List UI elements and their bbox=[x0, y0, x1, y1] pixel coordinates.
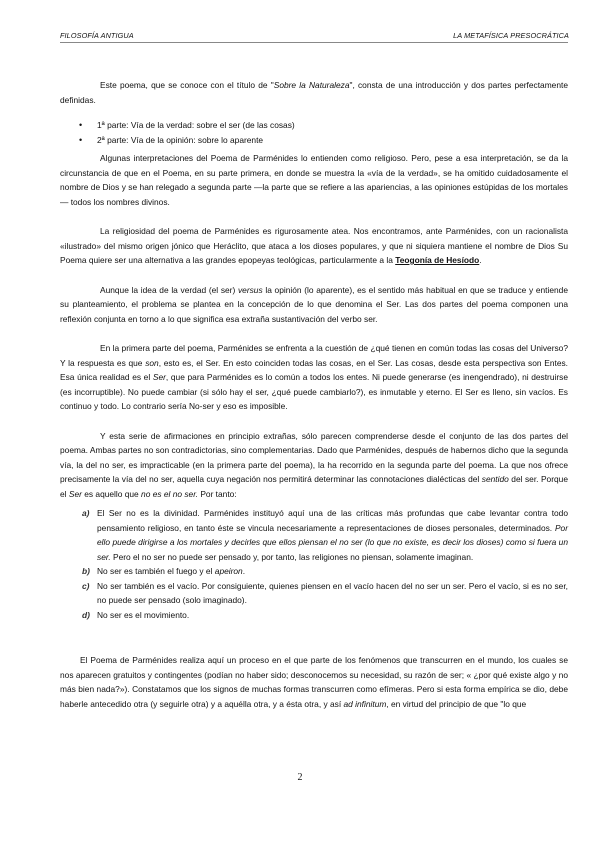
paragraph-primera-parte: En la primera parte del poema, Parménides se enfrenta a la cuestión de ¿qué tienen en común todas las cosas del Universo? Y la respuesta es que son, esto es, el Ser. En esto coinciden todas las cosas, en el Ser. Las cosas, desde esta perspectiva son Entes. Esa única realidad es el Ser, que para Parménides es lo común a todos los entes. Ni puede generarse (es inengendrado), ni destruirse (es incorruptible). No puede cambiar (si sólo hay el ser, ¿qué puede cambiarlo?), es inmutable y eterno. El Ser es lleno, sin vacíos. Es continuo y todo. Lo contrario sería No-ser y eso es imposible. bbox=[60, 343, 569, 411]
running-header-right: LA METAFÍSICA PRESOCRÁTICA bbox=[453, 31, 569, 40]
list-item: • 1ª parte: Vía de la verdad: sobre el ser (de las cosas) bbox=[60, 118, 568, 133]
no-ser-list bbox=[60, 506, 568, 622]
list-label: c) bbox=[82, 580, 90, 591]
page-number: 2 bbox=[297, 772, 303, 783]
paragraph-interpretaciones: Algunas interpretaciones del Poema de Parménides lo entienden como religioso. Pero, pese a esa interpretación, se da la circunstancia de que en el Poema, en su parte primera, en donde se muestra la «vía de la verdad», se ha omitido cuidadosamente el nombre de Dios y se han relegado a segunda parte —la parte que se refiere a las apariencias, a las opiniones estúpidas de los mortales— todos los nombres divinos. bbox=[60, 153, 568, 207]
header-rule bbox=[60, 42, 568, 43]
list-label: a) bbox=[82, 508, 90, 518]
list-item: d) No ser es el movimiento. bbox=[60, 608, 568, 623]
list-label: b) bbox=[82, 566, 90, 576]
paragraph-proceso: El Poema de Parménides realiza aquí un proceso en el que parte de los fenómenos que transcurren en el mundo, los cuales se nos aparecen gratuitos y contingentes (podían no haber sido; desconocemos su necesidad, su razón de ser; « ¿por qué existe algo y no más bien nada?»). Constatamos que los signos de muchas formas transcurren como efímeras. Pero si esta forma empírica se dio, debe haberle antecedido otra (y seguirle otra) y a aquélla otra, y a ésta otra, y así ad infinitum, en virtud del principio de que "lo que bbox=[60, 655, 568, 709]
list-item: a) El Ser no es la divinidad. Parménides instituyó aquí una de las críticas más profundas que cabe levantar contra todo pensamiento religioso, en tanto éste se vincula necesariamente a representaciones de dioses personales, determinados. Por ello puede dirigirse a los mortales y decirles que ellos piensan el no ser (lo que no existe, es decir los dioses) como si fuera un ser. Pero el no ser no puede ser pensado y, por tanto, las religiones no piensan, solamente imaginan. bbox=[82, 508, 568, 562]
list-item: c) No ser también es el vacío. Por consiguiente, quienes piensen en el vacío hacen del no ser un ser. Pero el vacío, si es no ser, no puede ser pensado (solo imaginado). bbox=[82, 580, 568, 605]
body-text bbox=[60, 78, 568, 719]
paragraph-serie-afirmaciones: Y esta serie de afirmaciones en principio extrañas, sólo parecen comprenderse desde el conjunto de las dos partes del poema. Ambas partes no son contradictorias, sino complementarias. Dado que Parménides, después de habernos dicho que la segunda vía, la del no ser, es impracticable (en la primera parte del poema), la ha recorrido en la segunda parte del poema. La que nos ofrece precisamente la vía del no ser, aquella cuya negación nos permitirá determinar las connotaciones dialécticas del sentido del ser. Porque el Ser es aquello que no es el no ser. Por tanto: bbox=[60, 430, 568, 499]
paragraph-verdad-opinion: Aunque la idea de la verdad (el ser) versus la opinión (lo aparente), es el sentido más habitual en que se traduce y entiende su planteamiento, el problema se plantea en la concepción de lo que denomina el Ser. Las dos partes del poema componen una reflexión conjunta en torno a lo que significa esa extraña sustantivación del verbo ser. bbox=[60, 284, 568, 324]
parts-list bbox=[60, 118, 568, 147]
list-item: • 2ª parte: Vía de la opinión: sobre lo aparente bbox=[60, 133, 568, 148]
poem-title: Sobre la Naturaleza bbox=[273, 80, 350, 90]
teogonia-link[interactable]: Teogonía de Hesíodo bbox=[395, 255, 480, 265]
paragraph-religiosidad: La religiosidad del poema de Parménides es rigurosamente atea. Nos encontramos, ante Parménides, con un racionalista «ilustrado» del mismo origen jónico que Heráclito, que ataca a los dioses populares, y que ni siquiera mantiene el nombre de Dios Su Poema quiere ser una alternativa a las grandes epopeyas teológicas, particularmente a la Teogonía de Hesíodo. bbox=[60, 226, 568, 265]
running-header-left: FILOSOFÍA ANTIGUA bbox=[60, 31, 134, 40]
paragraph-intro: Este poema, que se conoce con el título de "Sobre la Naturaleza", consta de una introducción y dos partes perfectamente definidas. bbox=[60, 80, 568, 105]
list-item: b) No ser es también el fuego y el apeiron. bbox=[60, 564, 568, 579]
list-label: d) bbox=[82, 609, 90, 620]
